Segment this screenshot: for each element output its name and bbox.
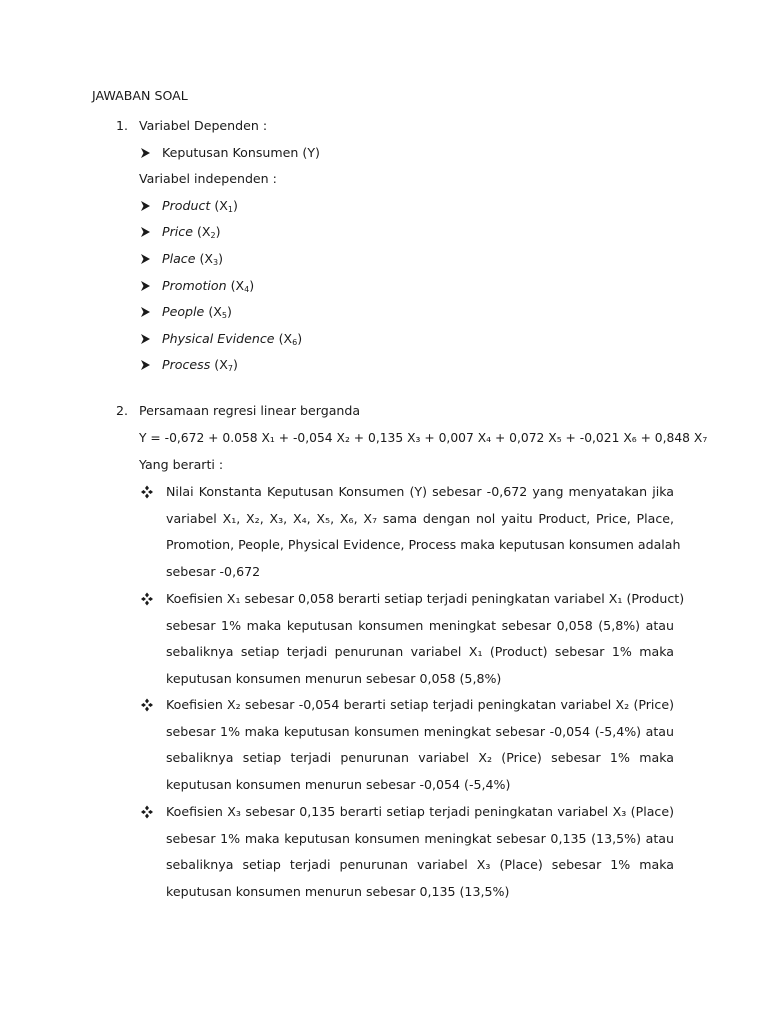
- independent-item-subscript: 1: [227, 205, 233, 214]
- paragraph-row: sebesar 1% maka keputusan konsumen meningkat sebesar 0,135 (13,5%) atau: [166, 830, 674, 846]
- paragraph-row: sebesar -0,672: [166, 564, 261, 580]
- independent-item-symbol: (X: [208, 304, 222, 319]
- bullet-paragraph-x2: [166, 692, 674, 799]
- arrow-bullet-icon: [139, 278, 153, 294]
- arrow-bullet-icon: [139, 304, 153, 320]
- paragraph-row: Koefisien X₂ sebesar -0,054 berarti setiap terjadi peningkatan variabel X₂ (Price): [166, 697, 674, 712]
- bullet-paragraph-x3: [166, 799, 674, 906]
- diamond-bullet-icon: [140, 484, 154, 500]
- independent-item-name: Promotion: [162, 278, 227, 293]
- independent-item-subscript: 5: [221, 311, 227, 320]
- paragraph-row: keputusan konsumen menurun sebesar 0,135 (13,5%): [166, 884, 510, 900]
- independent-item-symbol: (X: [278, 331, 293, 346]
- arrow-bullet-icon: [139, 224, 153, 240]
- meaning-label: Yang berarti :: [139, 457, 224, 472]
- diamond-bullet-icon: [140, 804, 154, 820]
- independent-item-name: Process: [162, 357, 211, 372]
- independent-item-name: People: [162, 304, 205, 319]
- independent-item-symbol: (X: [214, 198, 228, 213]
- diamond-bullet-icon: [140, 591, 154, 607]
- independent-item-name: Physical Evidence: [162, 331, 275, 346]
- independent-item-symbol: (X: [196, 224, 211, 239]
- independent-item-subscript: 6: [292, 338, 298, 347]
- section-2-heading: Persamaan regresi linear berganda: [139, 403, 361, 418]
- dependent-item: [162, 145, 320, 161]
- independent-item-price: [162, 224, 221, 240]
- independent-item-symbol: (X: [199, 251, 214, 266]
- arrow-bullet-icon: [139, 331, 153, 347]
- diamond-bullet-icon: [140, 697, 154, 713]
- independent-item-close: ): [226, 304, 232, 319]
- dependent-item-name: Keputusan Konsumen: [162, 145, 299, 160]
- paragraph-row: variabel X₁, X₂, X₃, X₄, X₅, X₆, X₇ sama dengan nol yaitu Product, Price, Place,: [166, 510, 674, 526]
- independent-item-close: ): [249, 278, 255, 293]
- paragraph-row: sebaliknya setiap terjadi penurunan variabel X₃ (Place) sebesar 1% maka: [166, 857, 674, 873]
- independent-item-close: ): [297, 331, 303, 346]
- paragraph-row: Koefisien X₁ sebesar 0,058 berarti setiap terjadi peningkatan variabel X₁ (Product): [166, 591, 685, 606]
- arrow-bullet-icon: [139, 145, 153, 161]
- independent-item-physical-evidence: [162, 331, 302, 347]
- independent-item-subscript: 7: [227, 364, 233, 373]
- independent-item-close: ): [218, 251, 224, 266]
- independent-item-product: [162, 198, 238, 214]
- independent-item-symbol: (X: [214, 357, 228, 372]
- independent-variable-label: Variabel independen :: [139, 171, 277, 186]
- independent-item-place: [162, 251, 223, 267]
- independent-item-name: Product: [162, 198, 211, 213]
- independent-item-subscript: 3: [213, 258, 219, 267]
- section-2-number: 2.: [116, 403, 129, 418]
- paragraph-row: sebesar 1% maka keputusan konsumen meningkat sebesar -0,054 (-5,4%) atau: [166, 723, 674, 739]
- arrow-bullet-icon: [139, 251, 153, 267]
- paragraph-row: keputusan konsumen menurun sebesar 0,058 (5,8%): [166, 671, 502, 687]
- paragraph-row: sebaliknya setiap terjadi penurunan variabel X₁ (Product) sebesar 1% maka: [166, 644, 674, 660]
- arrow-bullet-icon: [139, 357, 153, 373]
- paragraph-row: keputusan konsumen menurun sebesar -0,054 (-5,4%): [166, 777, 511, 793]
- independent-item-subscript: 4: [244, 285, 250, 294]
- independent-item-close: ): [232, 198, 238, 213]
- paragraph-row: Nilai Konstanta Keputusan Konsumen (Y) sebesar -0,672 yang menyatakan jika: [166, 484, 674, 499]
- independent-item-people: [162, 304, 232, 320]
- independent-item-close: ): [215, 224, 221, 239]
- independent-item-subscript: 2: [210, 231, 216, 240]
- paragraph-row: Koefisien X₃ sebesar 0,135 berarti setiap terjadi peningkatan variabel X₃ (Place): [166, 804, 674, 819]
- section-1-number: 1.: [116, 118, 129, 133]
- paragraph-row: sebesar 1% maka keputusan konsumen meningkat sebesar 0,058 (5,8%) atau: [166, 617, 674, 633]
- independent-item-close: ): [232, 357, 238, 372]
- paragraph-row: Promotion, People, Physical Evidence, Process maka keputusan konsumen adalah: [166, 537, 681, 553]
- dependent-item-symbol: (Y): [302, 145, 320, 160]
- bullet-paragraph-constant: [166, 479, 681, 586]
- independent-item-promotion: [162, 278, 254, 294]
- independent-item-name: Place: [162, 251, 196, 266]
- regression-equation: Y = -0,672 + 0.058 X₁ + -0,054 X₂ + 0,135 X₃ + 0,007 X₄ + 0,072 X₅ + -0,021 X₆ + 0,848 X₇: [139, 431, 708, 445]
- arrow-bullet-icon: [139, 198, 153, 214]
- dependent-variable-label: Variabel Dependen :: [139, 118, 268, 133]
- bullet-paragraph-x1: [166, 586, 685, 693]
- independent-item-symbol: (X: [230, 278, 245, 293]
- independent-item-process: [162, 357, 238, 373]
- paragraph-row: sebaliknya setiap terjadi penurunan variabel X₂ (Price) sebesar 1% maka: [166, 750, 674, 766]
- independent-item-name: Price: [162, 224, 193, 239]
- document-title: JAWABAN SOAL: [92, 88, 188, 103]
